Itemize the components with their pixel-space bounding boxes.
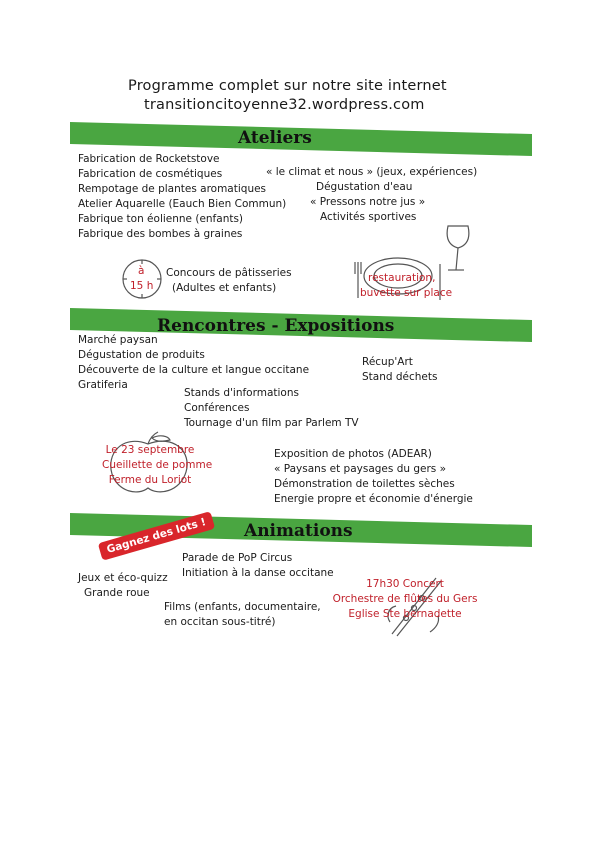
list-item: Démonstration de toilettes sèches: [274, 478, 455, 490]
rencontres-right-list: [362, 355, 437, 385]
list-item: Fabrication de Rocketstove: [78, 153, 220, 165]
prize-badge: Gagnez des lots !: [98, 511, 215, 560]
animations-center-list: [182, 551, 334, 581]
contest-line-1: Concours de pâtisseries: [166, 267, 292, 279]
films-list: [164, 600, 321, 630]
contest-line-2: (Adultes et enfants): [172, 282, 277, 294]
header-line-1: Programme complet sur notre site internet: [128, 78, 447, 94]
list-item: Conférences: [184, 402, 250, 414]
animations-title: Animations: [244, 521, 353, 541]
ateliers-title: Ateliers: [238, 128, 312, 148]
rencontres-left-list: [78, 333, 309, 393]
atelier-climat: « le climat et nous » (jeux, expériences): [266, 166, 478, 178]
concert-text: [330, 577, 480, 622]
rencontres-center-list: [184, 386, 359, 431]
food-line-1: restauration,: [368, 272, 436, 284]
apple-line: Cueillette de pomme: [102, 459, 213, 471]
list-item: Tournage d'un film par Parlem TV: [184, 417, 359, 429]
list-item: Rempotage de plantes aromatiques: [78, 183, 267, 195]
list-item: Films (enfants, documentaire,: [164, 601, 321, 613]
concert-line: Eglise Ste bernadette: [348, 608, 462, 620]
ateliers-left-list: [78, 152, 286, 242]
animations-left-list: [78, 571, 168, 601]
list-item: Stands d'informations: [184, 387, 299, 399]
list-item: Gratiferia: [78, 379, 128, 391]
food-line-2: buvette sur place: [360, 287, 453, 299]
list-item: Fabrique ton éolienne (enfants): [78, 213, 244, 225]
expo-list: [274, 447, 473, 507]
concert-line: 17h30 Concert: [366, 578, 444, 590]
rencontres-title: Rencontres - Expositions: [157, 316, 395, 336]
concert-line: Orchestre de flûtes du Gers: [332, 593, 478, 605]
atelier-degustation-eau: Dégustation d'eau: [316, 181, 413, 193]
list-item: en occitan sous-titré): [164, 616, 276, 628]
clock-text-a: à: [138, 265, 145, 277]
list-item: Dégustation de produits: [78, 349, 205, 361]
list-item: Initiation à la danse occitane: [182, 567, 334, 579]
clock-text-time: 15 h: [130, 280, 154, 292]
atelier-pressons: « Pressons notre jus »: [310, 196, 426, 208]
list-item: Fabrique des bombes à graines: [78, 228, 243, 240]
list-item: Parade de PoP Circus: [182, 552, 293, 564]
list-item: Grande roue: [84, 587, 150, 599]
atelier-sport: Activités sportives: [320, 211, 417, 223]
list-item: Energie propre et économie d'énergie: [274, 493, 473, 505]
list-item: « Paysans et paysages du gers »: [274, 463, 447, 475]
list-item: Marché paysan: [78, 334, 158, 346]
header-line-2: transitioncitoyenne32.wordpress.com: [144, 97, 425, 113]
list-item: Fabrication de cosmétiques: [78, 168, 223, 180]
list-item: Jeux et éco-quizz: [78, 572, 168, 584]
list-item: Atelier Aquarelle (Eauch Bien Commun): [78, 198, 287, 210]
apple-line: Ferme du Loriot: [108, 474, 192, 486]
list-item: Découverte de la culture et langue occitane: [78, 364, 310, 376]
list-item: Récup'Art: [362, 356, 413, 368]
list-item: Stand déchets: [362, 371, 438, 383]
apple-line: Le 23 septembre: [105, 444, 195, 456]
list-item: Exposition de photos (ADEAR): [274, 448, 432, 460]
apple-text: [102, 443, 213, 488]
